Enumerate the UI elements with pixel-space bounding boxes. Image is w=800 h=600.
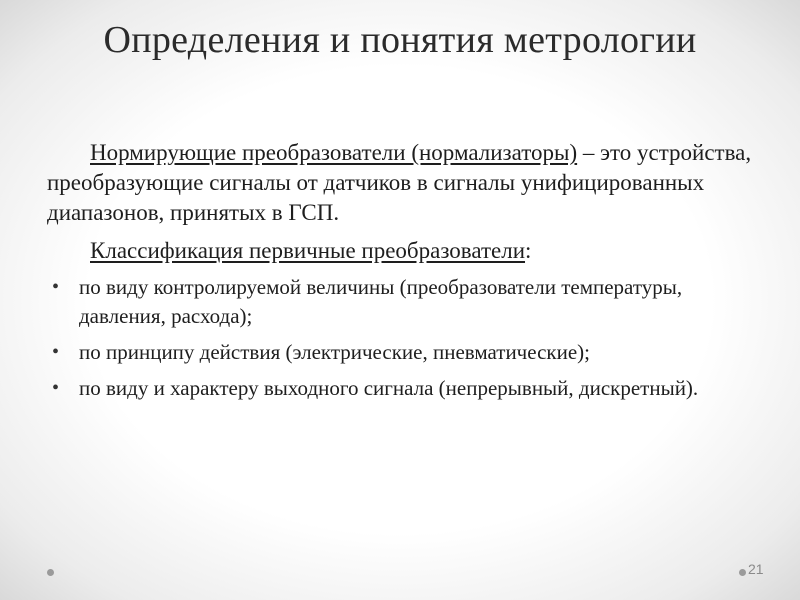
list-item-text: по принципу действия (электрические, пневматические); — [79, 340, 590, 364]
classification-list — [47, 273, 767, 403]
page-number: 21 — [748, 561, 764, 577]
list-item-text: по виду контролируемой величины (преобразователи температуры, давления, расхода); — [79, 275, 683, 328]
bullet-icon: • — [52, 377, 60, 399]
classification-colon: : — [525, 238, 532, 263]
definition-paragraph — [47, 138, 767, 228]
list-item — [47, 273, 767, 331]
list-item-text: по виду и характеру выходного сигнала (непрерывный, дискретный). — [79, 376, 699, 400]
definition-term: Нормирующие преобразователи (нормализаторы) — [90, 140, 578, 165]
definition-text: – это устройства, преобразующие сигналы от датчиков в сигналы унифицированных диапазонов, принятых в ГСП. — [47, 140, 752, 225]
decorative-dot-icon — [47, 569, 54, 576]
classification-heading-line — [47, 236, 767, 266]
bullet-icon: • — [52, 341, 60, 363]
list-item — [47, 374, 767, 403]
classification-heading: Классификация первичные преобразователи — [90, 238, 526, 263]
decorative-dot-icon — [739, 569, 746, 576]
list-item — [47, 338, 767, 367]
bullet-icon: • — [52, 276, 60, 298]
slide-title: Определения и понятия метрологии — [103, 19, 697, 61]
slide-body — [47, 138, 767, 403]
